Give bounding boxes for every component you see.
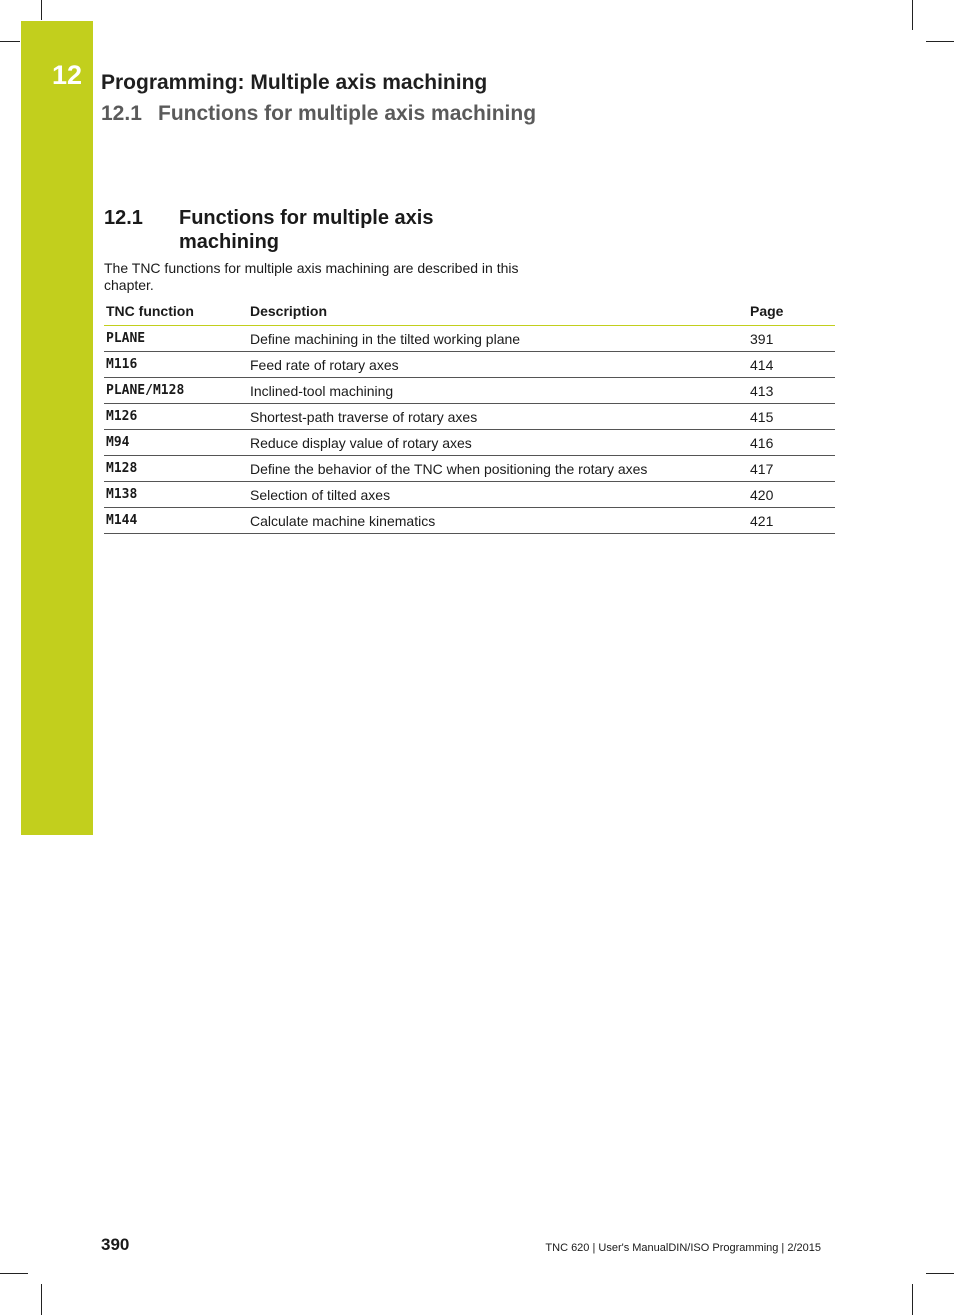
crop-mark <box>912 0 913 30</box>
page-cell: 413 <box>750 378 835 404</box>
crop-mark <box>41 1284 42 1315</box>
table-row <box>104 430 835 456</box>
table-row <box>104 508 835 534</box>
table-row <box>104 378 835 404</box>
crop-mark <box>0 41 20 42</box>
column-header-page: Page <box>750 300 835 326</box>
running-section-title: Functions for multiple axis machining <box>158 102 537 125</box>
function-cell: M94 <box>104 430 250 456</box>
function-cell: PLANE/M128 <box>104 378 250 404</box>
running-section-number: 12.1 <box>101 102 142 125</box>
page-cell: 421 <box>750 508 835 534</box>
description-cell: Inclined-tool machining <box>250 378 750 404</box>
page-cell: 417 <box>750 456 835 482</box>
table-row <box>104 456 835 482</box>
running-header-chapter: Programming: Multiple axis machining <box>101 71 488 94</box>
page-number: 390 <box>101 1235 130 1254</box>
description-cell: Calculate machine kinematics <box>250 508 750 534</box>
description-cell: Define the behavior of the TNC when positioning the rotary axes <box>250 456 750 482</box>
crop-mark <box>912 1284 913 1315</box>
function-cell: M128 <box>104 456 250 482</box>
chapter-tab <box>21 21 93 835</box>
function-cell: M126 <box>104 404 250 430</box>
page-cell: 415 <box>750 404 835 430</box>
column-header-function: TNC function <box>104 300 250 326</box>
table-row <box>104 352 835 378</box>
function-cell: M144 <box>104 508 250 534</box>
page-cell: 416 <box>750 430 835 456</box>
intro-paragraph: The TNC functions for multiple axis machining are described in this chapter. <box>104 260 519 293</box>
section-number: 12.1 <box>104 207 143 229</box>
table-row <box>104 326 835 352</box>
table-row <box>104 482 835 508</box>
page-cell: 420 <box>750 482 835 508</box>
description-cell: Selection of tilted axes <box>250 482 750 508</box>
footer-text: TNC 620 | User's ManualDIN/ISO Programming | 2/2015 <box>545 1242 821 1254</box>
page-cell: 391 <box>750 326 835 352</box>
crop-mark <box>926 1273 954 1274</box>
description-cell: Shortest-path traverse of rotary axes <box>250 404 750 430</box>
table-header-row <box>104 300 835 326</box>
description-cell: Reduce display value of rotary axes <box>250 430 750 456</box>
function-cell: M116 <box>104 352 250 378</box>
function-cell: M138 <box>104 482 250 508</box>
chapter-number: 12 <box>52 60 83 90</box>
running-header-section <box>101 102 536 126</box>
function-cell: PLANE <box>104 326 250 352</box>
section-title: Functions for multiple axis machining <box>179 207 434 253</box>
crop-mark <box>926 41 954 42</box>
description-cell: Feed rate of rotary axes <box>250 352 750 378</box>
crop-mark <box>0 1273 28 1274</box>
table-row <box>104 404 835 430</box>
functions-table <box>104 300 835 534</box>
description-cell: Define machining in the tilted working plane <box>250 326 750 352</box>
column-header-description: Description <box>250 300 750 326</box>
crop-mark <box>41 0 42 20</box>
page-cell: 414 <box>750 352 835 378</box>
